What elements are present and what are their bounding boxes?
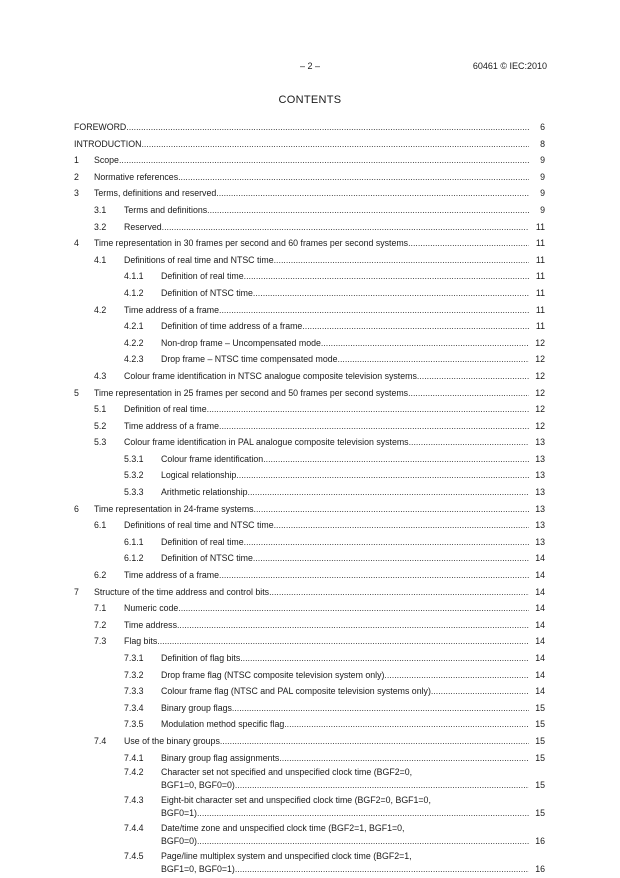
toc-entry[interactable] [74, 235, 545, 252]
toc-dot-leader [235, 779, 529, 792]
toc-entry[interactable] [74, 683, 545, 700]
toc-dot-leader [253, 285, 529, 302]
table-of-contents [74, 119, 545, 878]
toc-entry-line [74, 119, 545, 136]
toc-entry-number: 7.4.1 [124, 752, 144, 763]
toc-entry-page: 12 [535, 337, 545, 348]
toc-entry[interactable] [74, 434, 545, 451]
toc-entry-number: 5.3.1 [124, 453, 144, 464]
toc-entry-number: 2 [74, 171, 79, 182]
toc-entry-page: 12 [535, 420, 545, 431]
toc-entry-page: 14 [535, 669, 545, 680]
toc-entry-line [74, 501, 545, 518]
toc-entry-page: 14 [535, 653, 545, 663]
toc-entry[interactable] [74, 517, 545, 534]
toc-entry[interactable] [74, 169, 545, 186]
page-title: CONTENTS [278, 94, 342, 106]
toc-entry-line [74, 667, 545, 684]
toc-entry-line [74, 219, 545, 236]
toc-entry-line [74, 517, 545, 534]
toc-entry-page: 15 [535, 752, 545, 763]
toc-dot-leader [220, 733, 529, 750]
toc-entry-line [74, 335, 545, 352]
toc-dot-leader [207, 202, 529, 219]
toc-dot-leader [240, 650, 529, 667]
toc-entry-line [74, 185, 545, 202]
toc-entry-line [74, 779, 545, 794]
toc-entry-title: Colour frame identification [161, 453, 264, 464]
toc-entry-number: 1 [74, 155, 79, 166]
toc-entry[interactable] [74, 750, 545, 767]
toc-dot-leader [384, 667, 529, 684]
toc-entry-number: 4.2.2 [124, 337, 144, 348]
toc-entry-page: 8 [540, 138, 545, 149]
toc-entry-title: Date/time zone and unspecified clock time (BGF2=1, BGF1=0, [161, 823, 405, 834]
toc-entry[interactable] [74, 418, 545, 435]
toc-entry-line [74, 822, 545, 835]
toc-entry-page: 13 [535, 470, 545, 481]
toc-entry-title-continued: BGF1=0, BGF0=0) [161, 780, 235, 791]
toc-entry[interactable] [74, 302, 545, 319]
toc-dot-leader [321, 335, 529, 352]
toc-entry-title: Arithmetic relationship [161, 487, 248, 498]
toc-entry-number: 6.1 [94, 520, 107, 531]
toc-entry-page: 13 [535, 487, 545, 498]
toc-dot-leader [244, 534, 529, 551]
toc-entry-title: Normative references [94, 171, 179, 182]
toc-entry-title: Reserved [124, 221, 162, 232]
toc-entry-title: Time representation in 24-frame systems [94, 503, 254, 514]
toc-entry-page: 9 [540, 204, 545, 215]
toc-entry-title: Definitions of real time and NTSC time [124, 520, 274, 531]
toc-dot-leader [244, 268, 529, 285]
toc-entry-title: Time representation in 30 frames per second and 60 frames per second systems [94, 238, 409, 249]
toc-entry-title-continued: BGF0=1) [161, 808, 197, 819]
toc-entry-line [74, 750, 545, 767]
toc-dot-leader [219, 567, 529, 584]
toc-entry-page: 9 [540, 155, 545, 166]
toc-entry-title: Time address of a frame [124, 420, 220, 431]
toc-dot-leader [119, 152, 529, 169]
toc-entry-line [74, 285, 545, 302]
toc-dot-leader [254, 501, 529, 518]
toc-entry-title: Page/line multiplex system and unspecified clock time (BGF2=1, [161, 851, 412, 862]
toc-entry-title: Time representation in 25 frames per second and 50 frames per second systems [94, 387, 409, 398]
toc-entry-page: 11 [535, 271, 545, 282]
toc-dot-leader [253, 550, 529, 567]
toc-entry[interactable] [74, 185, 545, 202]
toc-dot-leader [263, 451, 529, 468]
toc-entry-page: 13 [535, 437, 545, 448]
toc-entry-number: 7.3.3 [124, 686, 144, 697]
toc-entry-line [74, 451, 545, 468]
page-number: – 2 – [299, 61, 321, 71]
toc-dot-leader [269, 584, 529, 601]
toc-entry[interactable] [74, 467, 545, 484]
toc-entry[interactable] [74, 219, 545, 236]
toc-dot-leader [284, 716, 529, 733]
toc-entry-title: Colour frame identification in NTSC analogue composite television systems [124, 370, 417, 381]
toc-entry-number: 7.4.2 [124, 767, 144, 778]
toc-entry-line [74, 700, 545, 717]
toc-entry-page: 15 [535, 719, 545, 730]
toc-entry[interactable] [74, 600, 545, 617]
toc-entry-title: Character set not specified and unspecified clock time (BGF2=0, [161, 767, 413, 778]
toc-entry-title: Time address of a frame [124, 570, 220, 581]
toc-entry[interactable] [74, 501, 545, 518]
toc-entry-number: 5.2 [94, 420, 107, 431]
toc-entry-title: Definition of NTSC time [161, 287, 253, 298]
toc-entry-title: Definition of NTSC time [161, 553, 253, 564]
toc-entry-page: 11 [535, 254, 545, 265]
toc-entry-title: Drop frame – NTSC time compensated mode [161, 354, 338, 365]
toc-entry-page: 15 [535, 780, 545, 791]
toc-entry[interactable] [74, 633, 545, 650]
toc-dot-leader [274, 517, 529, 534]
toc-entry-page: 9 [540, 188, 545, 199]
toc-dot-leader [431, 683, 529, 700]
toc-entry-number: 5.1 [94, 404, 107, 415]
toc-entry-line [74, 716, 545, 733]
toc-entry-title: Definition of flag bits [161, 653, 241, 663]
toc-dot-leader [216, 185, 529, 202]
toc-entry[interactable] [74, 351, 545, 368]
toc-dot-leader [338, 351, 530, 368]
toc-entry[interactable] [74, 534, 545, 551]
toc-entry-number: 4.1.2 [124, 287, 144, 298]
toc-entry-title: INTRODUCTION [74, 138, 142, 149]
toc-entry[interactable] [74, 119, 545, 136]
toc-entry-number: 6.1.2 [124, 553, 144, 564]
toc-entry-page: 11 [535, 221, 545, 232]
toc-entry[interactable] [74, 335, 545, 352]
toc-entry[interactable] [74, 617, 545, 634]
toc-entry-number: 7.3.2 [124, 669, 144, 680]
toc-entry[interactable] [74, 385, 545, 402]
toc-entry[interactable] [74, 700, 545, 717]
toc-entry-number: 5.3.2 [124, 470, 144, 481]
toc-dot-leader [177, 617, 529, 634]
toc-dot-leader [178, 600, 529, 617]
standard-reference: 60461 © IEC:2010 [472, 61, 547, 71]
toc-entry[interactable] [74, 318, 545, 335]
toc-dot-leader [219, 302, 529, 319]
toc-entry-page: 11 [535, 321, 545, 332]
toc-entry-title: Modulation method specific flag [161, 719, 285, 730]
toc-entry-line [74, 835, 545, 850]
toc-dot-leader [162, 219, 529, 236]
toc-entry-number: 4.1 [94, 254, 107, 265]
toc-entry-page: 16 [535, 836, 545, 847]
toc-entry-number: 6 [74, 503, 79, 514]
toc-entry-page: 16 [535, 864, 545, 875]
toc-entry-number: 7.4.3 [124, 795, 144, 806]
toc-entry-page: 12 [535, 354, 545, 365]
toc-entry-line [74, 733, 545, 750]
toc-entry-number: 7.3.1 [124, 653, 144, 663]
toc-entry-page: 13 [535, 536, 545, 547]
toc-entry-number: 7.4.4 [124, 823, 144, 834]
toc-entry-title: Terms, definitions and reserved [94, 188, 217, 199]
toc-entry-title-continued: BGF0=0) [161, 836, 197, 847]
toc-entry-number: 7.4.5 [124, 851, 144, 862]
toc-entry-line [74, 268, 545, 285]
toc-entry[interactable] [74, 285, 545, 302]
toc-entry-title: Use of the binary groups [124, 735, 220, 746]
toc-entry-line [74, 136, 545, 153]
toc-entry-line [74, 766, 545, 779]
toc-entry-number: 7.3.5 [124, 719, 144, 730]
toc-entry[interactable] [74, 136, 545, 153]
toc-entry-page: 14 [535, 570, 545, 581]
toc-dot-leader [408, 235, 529, 252]
toc-entry-title: Definition of real time [124, 404, 207, 415]
toc-entry-page: 14 [535, 686, 545, 697]
toc-entry-number: 6.2 [94, 570, 107, 581]
toc-entry-line [74, 418, 545, 435]
toc-entry-title: FOREWORD [74, 122, 127, 132]
toc-entry-page: 14 [535, 553, 545, 564]
toc-entry-page: 12 [535, 404, 545, 415]
toc-entry-number: 3.2 [94, 221, 107, 232]
toc-entry-title: Definition of time address of a frame [161, 321, 303, 332]
toc-entry-line [74, 252, 545, 269]
toc-dot-leader [235, 863, 529, 876]
toc-entry[interactable] [74, 268, 545, 285]
toc-entry-page: 14 [535, 586, 545, 597]
toc-entry-page: 11 [535, 287, 545, 298]
toc-entry-line [74, 863, 545, 878]
toc-entry[interactable] [74, 550, 545, 567]
toc-entry-line [74, 567, 545, 584]
toc-dot-leader [219, 418, 529, 435]
toc-entry-title: Definition of real time [161, 271, 244, 282]
toc-entry-title: Binary group flag assignments [161, 752, 280, 763]
toc-entry-number: 5.3.3 [124, 487, 144, 498]
toc-dot-leader [197, 807, 529, 820]
toc-entry-page: 14 [535, 636, 545, 647]
toc-entry-title: Definition of real time [161, 536, 244, 547]
toc-entry[interactable] [74, 401, 545, 418]
toc-entry[interactable] [74, 484, 545, 501]
toc-dot-leader [236, 467, 529, 484]
toc-entry[interactable] [74, 368, 545, 385]
toc-entry-title: Definitions of real time and NTSC time [124, 254, 274, 265]
toc-entry-line [74, 534, 545, 551]
toc-entry-number: 7.1 [94, 603, 107, 614]
toc-entry-number: 4.2 [94, 304, 107, 315]
toc-entry-page: 12 [535, 370, 545, 381]
toc-entry-line [74, 169, 545, 186]
toc-entry[interactable] [74, 202, 545, 219]
toc-dot-leader [178, 169, 529, 186]
toc-entry[interactable] [74, 794, 545, 822]
toc-dot-leader [417, 368, 529, 385]
toc-entry-number: 3 [74, 188, 79, 199]
toc-entry-page: 11 [535, 304, 545, 315]
toc-entry[interactable] [74, 716, 545, 733]
toc-dot-leader [126, 119, 529, 136]
toc-dot-leader [302, 318, 529, 335]
toc-entry-line [74, 617, 545, 634]
toc-dot-leader [248, 484, 529, 501]
toc-entry-line [74, 584, 545, 601]
toc-entry-line [74, 794, 545, 807]
toc-entry-page: 11 [535, 238, 545, 249]
toc-entry-title: Numeric code [124, 603, 179, 614]
toc-entry-number: 4.3 [94, 370, 107, 381]
toc-dot-leader [207, 401, 529, 418]
toc-entry-page: 12 [535, 387, 545, 398]
toc-entry-number: 7.3 [94, 636, 107, 647]
toc-entry-line [74, 467, 545, 484]
toc-entry-page: 15 [535, 735, 545, 746]
toc-entry-page: 6 [540, 122, 545, 132]
toc-entry-line [74, 850, 545, 863]
toc-entry[interactable] [74, 667, 545, 684]
toc-entry[interactable] [74, 733, 545, 750]
toc-entry[interactable] [74, 152, 545, 169]
toc-entry-title-continued: BGF1=0, BGF0=1) [161, 864, 235, 875]
toc-entry-line [74, 484, 545, 501]
toc-entry[interactable] [74, 567, 545, 584]
toc-dot-leader [279, 750, 529, 767]
toc-dot-leader [232, 700, 529, 717]
toc-entry-line [74, 550, 545, 567]
toc-entry-title: Terms and definitions [124, 204, 208, 215]
toc-entry-line [74, 202, 545, 219]
toc-entry-line [74, 807, 545, 822]
page-header [0, 61, 620, 75]
toc-entry-line [74, 600, 545, 617]
toc-entry-number: 4.1.1 [124, 271, 144, 282]
toc-entry-line [74, 633, 545, 650]
toc-entry-number: 7.2 [94, 619, 107, 630]
toc-entry-number: 5 [74, 387, 79, 398]
toc-entry[interactable] [74, 584, 545, 601]
toc-entry[interactable] [74, 451, 545, 468]
toc-entry-title: Binary group flags [161, 702, 232, 713]
toc-dot-leader [274, 252, 529, 269]
toc-dot-leader [197, 835, 529, 848]
toc-entry-title: Time address [124, 619, 177, 630]
toc-entry-title: Logical relationship [161, 470, 237, 481]
toc-entry-page: 14 [535, 619, 545, 630]
toc-entry-title: Drop frame flag (NTSC composite television system only) [161, 669, 385, 680]
toc-entry-number: 7 [74, 586, 79, 597]
toc-entry-title: Flag bits [124, 636, 158, 647]
toc-dot-leader [409, 434, 529, 451]
toc-entry-line [74, 683, 545, 700]
toc-entry-page: 9 [540, 171, 545, 182]
toc-entry-number: 6.1.1 [124, 536, 144, 547]
toc-entry-title: Time address of a frame [124, 304, 220, 315]
toc-entry-line [74, 434, 545, 451]
toc-entry-title: Colour frame identification in PAL analogue composite television systems [124, 437, 409, 448]
toc-entry[interactable] [74, 252, 545, 269]
toc-dot-leader [408, 385, 529, 402]
toc-entry-title: Scope [94, 155, 119, 166]
toc-entry-number: 4.2.3 [124, 354, 144, 365]
toc-entry-title: Eight-bit character set and unspecified clock time (BGF2=0, BGF1=0, [161, 795, 431, 806]
toc-entry-number: 7.3.4 [124, 702, 144, 713]
toc-entry[interactable] [74, 822, 545, 850]
toc-entry-number: 4.2.1 [124, 321, 144, 332]
toc-entry-number: 5.3 [94, 437, 107, 448]
toc-entry-title: Non-drop frame – Uncompensated mode [161, 337, 321, 348]
toc-entry-line [74, 302, 545, 319]
toc-entry-title: Structure of the time address and control bits [94, 586, 270, 597]
toc-entry-line [74, 401, 545, 418]
toc-entry-line [74, 351, 545, 368]
toc-entry-line [74, 650, 545, 667]
toc-entry-number: 4 [74, 238, 79, 249]
toc-dot-leader [141, 136, 529, 153]
toc-entry[interactable] [74, 850, 545, 878]
toc-entry-page: 14 [535, 603, 545, 614]
toc-entry-page: 13 [535, 453, 545, 464]
toc-entry-page: 15 [535, 808, 545, 819]
toc-entry-line [74, 152, 545, 169]
toc-entry-page: 13 [535, 520, 545, 531]
toc-entry-line [74, 318, 545, 335]
toc-entry-page: 15 [535, 702, 545, 713]
toc-entry-number: 3.1 [94, 204, 107, 215]
toc-entry-line [74, 368, 545, 385]
toc-dot-leader [157, 633, 529, 650]
toc-entry[interactable] [74, 650, 545, 667]
toc-entry-line [74, 385, 545, 402]
toc-entry-title: Colour frame flag (NTSC and PAL composite television systems only) [161, 686, 431, 697]
toc-entry-page: 13 [535, 503, 545, 514]
toc-entry-number: 7.4 [94, 735, 107, 746]
toc-entry-line [74, 235, 545, 252]
toc-entry[interactable] [74, 766, 545, 794]
